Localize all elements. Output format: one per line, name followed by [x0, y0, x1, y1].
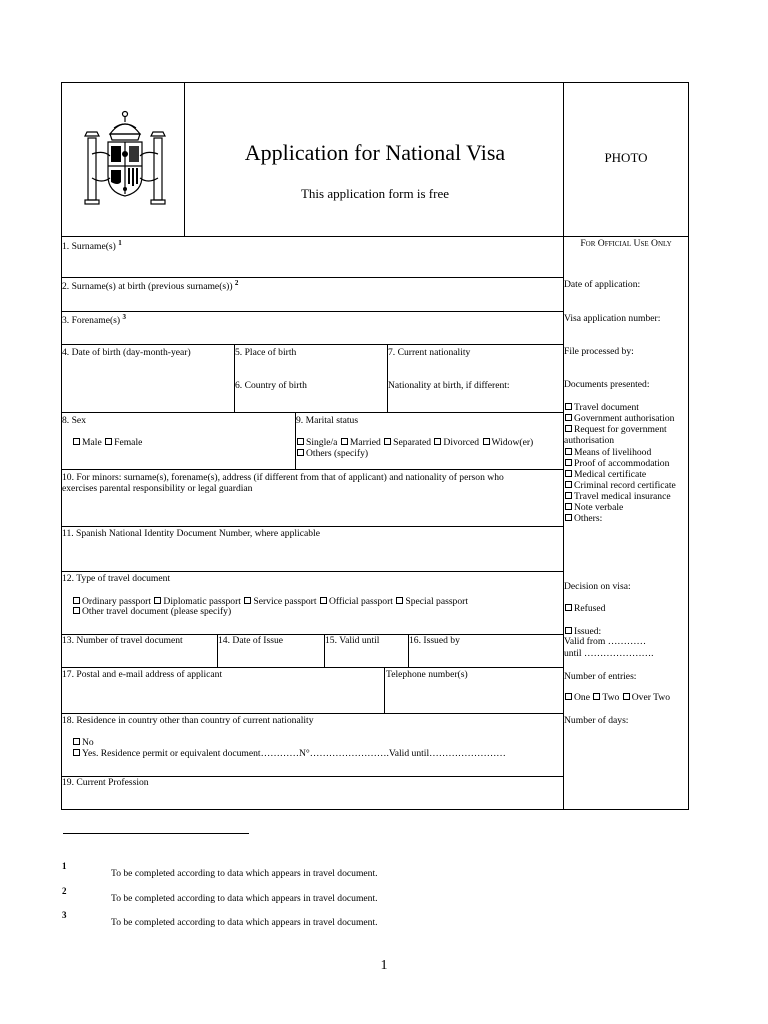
footnote-separator	[63, 833, 249, 834]
footnote-text: To be completed according to data which appears in travel document.	[111, 917, 378, 928]
checkbox-separated[interactable]	[384, 438, 391, 445]
doc-option-travel-medical-insurance: Travel medical insurance	[564, 491, 671, 502]
checkbox-special-passport[interactable]	[396, 597, 403, 604]
checkbox-entries-one[interactable]	[565, 693, 572, 700]
field-date-of-issue-label: 14. Date of Issue	[218, 635, 284, 646]
doc-option-travel-document: Travel document	[564, 402, 639, 413]
field-date-of-birth-label: 4. Date of birth (day-month-year)	[62, 347, 191, 358]
field-address-label: 17. Postal and e-mail address of applicant	[62, 669, 223, 680]
page-number: 1	[380, 958, 388, 973]
page-subtitle: This application form is free	[300, 186, 449, 201]
decision-refused-option: Refused	[564, 603, 605, 614]
checkbox-diplomatic-passport[interactable]	[154, 597, 161, 604]
header-divider-left	[184, 82, 185, 237]
field-telephone-label: Telephone number(s)	[386, 669, 468, 680]
marital-options: Single/a Married Separated Divorced Widow(er)	[296, 437, 533, 448]
checkbox-doc-gov-auth[interactable]	[565, 414, 572, 421]
field-travel-doc-number-label: 13. Number of travel document	[62, 635, 183, 646]
checkbox-male[interactable]	[73, 438, 80, 445]
travel-doc-other-option: Other travel document (please specify)	[72, 606, 231, 617]
valid-until-official-label: until ………………….	[564, 648, 654, 659]
checkbox-entries-two[interactable]	[593, 693, 600, 700]
field-place-of-birth-label: 5. Place of birth	[235, 347, 297, 358]
footnote-text: To be completed according to data which appears in travel document.	[111, 868, 378, 879]
footnote-number: 1	[62, 861, 67, 871]
decision-issued-option: Issued:	[564, 626, 601, 637]
residence-no-option: No	[72, 737, 94, 748]
checkbox-doc-medical[interactable]	[565, 470, 572, 477]
doc-option-criminal-record: Criminal record certificate	[564, 480, 676, 491]
form-border-top	[61, 82, 689, 83]
doc-option-note-verbale: Note verbale	[564, 502, 623, 513]
form-border-bottom	[61, 809, 689, 810]
number-of-entries-label: Number of entries:	[564, 671, 637, 682]
checkbox-doc-request-gov[interactable]	[565, 425, 572, 432]
checkbox-doc-travel[interactable]	[565, 403, 572, 410]
field-residence-label: 18. Residence in country other than country of current nationality	[62, 715, 314, 726]
official-use-heading: For Official Use Only	[580, 238, 672, 249]
decision-on-visa-label: Decision on visa:	[564, 581, 631, 592]
doc-option-request-government-cont: authorisation	[564, 435, 615, 446]
row-line	[61, 713, 564, 714]
travel-doc-options: Ordinary passport Diplomatic passport Service passport Official passport Special passport	[72, 596, 468, 607]
field-surname-label: 1. Surname(s) $^1$	[62, 239, 122, 253]
checkbox-doc-others[interactable]	[565, 514, 572, 521]
checkbox-married[interactable]	[341, 438, 348, 445]
field-marital-status-label: 9. Marital status	[296, 415, 359, 426]
row-line	[61, 311, 564, 312]
field-travel-doc-type-label: 12. Type of travel document	[62, 573, 171, 584]
checkbox-refused[interactable]	[565, 604, 572, 611]
doc-option-means-of-livelihood: Means of livelihood	[564, 447, 651, 458]
visa-application-number-label: Visa application number:	[564, 313, 661, 324]
checkbox-residence-no[interactable]	[73, 738, 80, 745]
doc-option-medical-certificate: Medical certificate	[564, 469, 646, 480]
number-of-days-label: Number of days:	[564, 715, 629, 726]
checkbox-doc-livelihood[interactable]	[565, 448, 572, 455]
valid-from-label: Valid from …………	[564, 636, 647, 647]
field-valid-until-label: 15. Valid until	[325, 635, 380, 646]
footnote-number: 3	[62, 910, 67, 920]
date-of-application-label: Date of application:	[564, 279, 641, 290]
field-forename-label: 3. Forename(s) $^3$	[62, 313, 126, 327]
field-nationality-at-birth-label: Nationality at birth, if different:	[388, 380, 510, 391]
field-spanish-id-label: 11. Spanish National Identity Document Number, where applicable	[62, 528, 320, 539]
checkbox-doc-note-verbale[interactable]	[565, 503, 572, 510]
doc-option-others: Others:	[564, 513, 602, 524]
row-line	[61, 344, 564, 345]
row-line	[61, 412, 564, 413]
checkbox-issued[interactable]	[565, 627, 572, 634]
checkbox-divorced[interactable]	[434, 438, 441, 445]
checkbox-doc-insurance[interactable]	[565, 492, 572, 499]
checkbox-single[interactable]	[297, 438, 304, 445]
row-line	[61, 667, 564, 668]
footnote-text: To be completed according to data which appears in travel document.	[111, 893, 378, 904]
checkbox-residence-yes[interactable]	[73, 749, 80, 756]
photo-box-label: PHOTO	[604, 150, 648, 165]
spanish-coat-of-arms-icon	[80, 106, 170, 214]
footnote-number: 2	[62, 886, 67, 896]
marital-other-option: Others (specify)	[296, 448, 368, 459]
form-border-right	[688, 82, 689, 810]
field-current-nationality-label: 7. Current nationality	[388, 347, 471, 358]
residence-yes-option: Yes. Residence permit or equivalent document…………N°…………………….Valid until……………………	[72, 748, 506, 759]
checkbox-ordinary-passport[interactable]	[73, 597, 80, 604]
row-line	[61, 469, 564, 470]
field-surname-birth-label: 2. Surname(s) at birth (previous surname(s)) $^2$	[62, 279, 239, 293]
doc-option-proof-accommodation: Proof of accommodation	[564, 458, 669, 469]
col-line	[384, 667, 385, 714]
field-profession-label: 19. Current Profession	[62, 777, 149, 788]
row-line	[61, 526, 564, 527]
header-bottom-line	[61, 236, 689, 237]
checkbox-official-passport[interactable]	[320, 597, 327, 604]
page-title: Application for National Visa	[244, 140, 506, 165]
field-minors-label-line2: exercises parental responsibility or legal guardian	[62, 483, 253, 494]
checkbox-entries-over-two[interactable]	[623, 693, 630, 700]
doc-option-request-government: Request for government	[564, 424, 667, 435]
documents-presented-label: Documents presented:	[564, 379, 650, 390]
field-sex-label: 8. Sex	[62, 415, 86, 426]
entries-options: One Two Over Two	[564, 692, 670, 703]
checkbox-marital-other[interactable]	[297, 449, 304, 456]
sex-options: Male Female	[72, 437, 142, 448]
checkbox-doc-criminal[interactable]	[565, 481, 572, 488]
field-country-of-birth-label: 6. Country of birth	[235, 380, 307, 391]
checkbox-other-travel-doc[interactable]	[73, 607, 80, 614]
checkbox-doc-accommodation[interactable]	[565, 459, 572, 466]
row-line	[61, 571, 564, 572]
checkbox-female[interactable]	[105, 438, 112, 445]
field-minors-label-line1: 10. For minors: surname(s), forename(s), address (if different from that of applicant) and nationality of person who	[62, 472, 504, 483]
checkbox-service-passport[interactable]	[244, 597, 251, 604]
file-processed-label: File processed by:	[564, 346, 634, 357]
checkbox-widow[interactable]	[483, 438, 490, 445]
form-border-left	[61, 82, 62, 810]
field-issued-by-label: 16. Issued by	[409, 635, 460, 646]
doc-option-government-authorisation: Government authorisation	[564, 413, 674, 424]
